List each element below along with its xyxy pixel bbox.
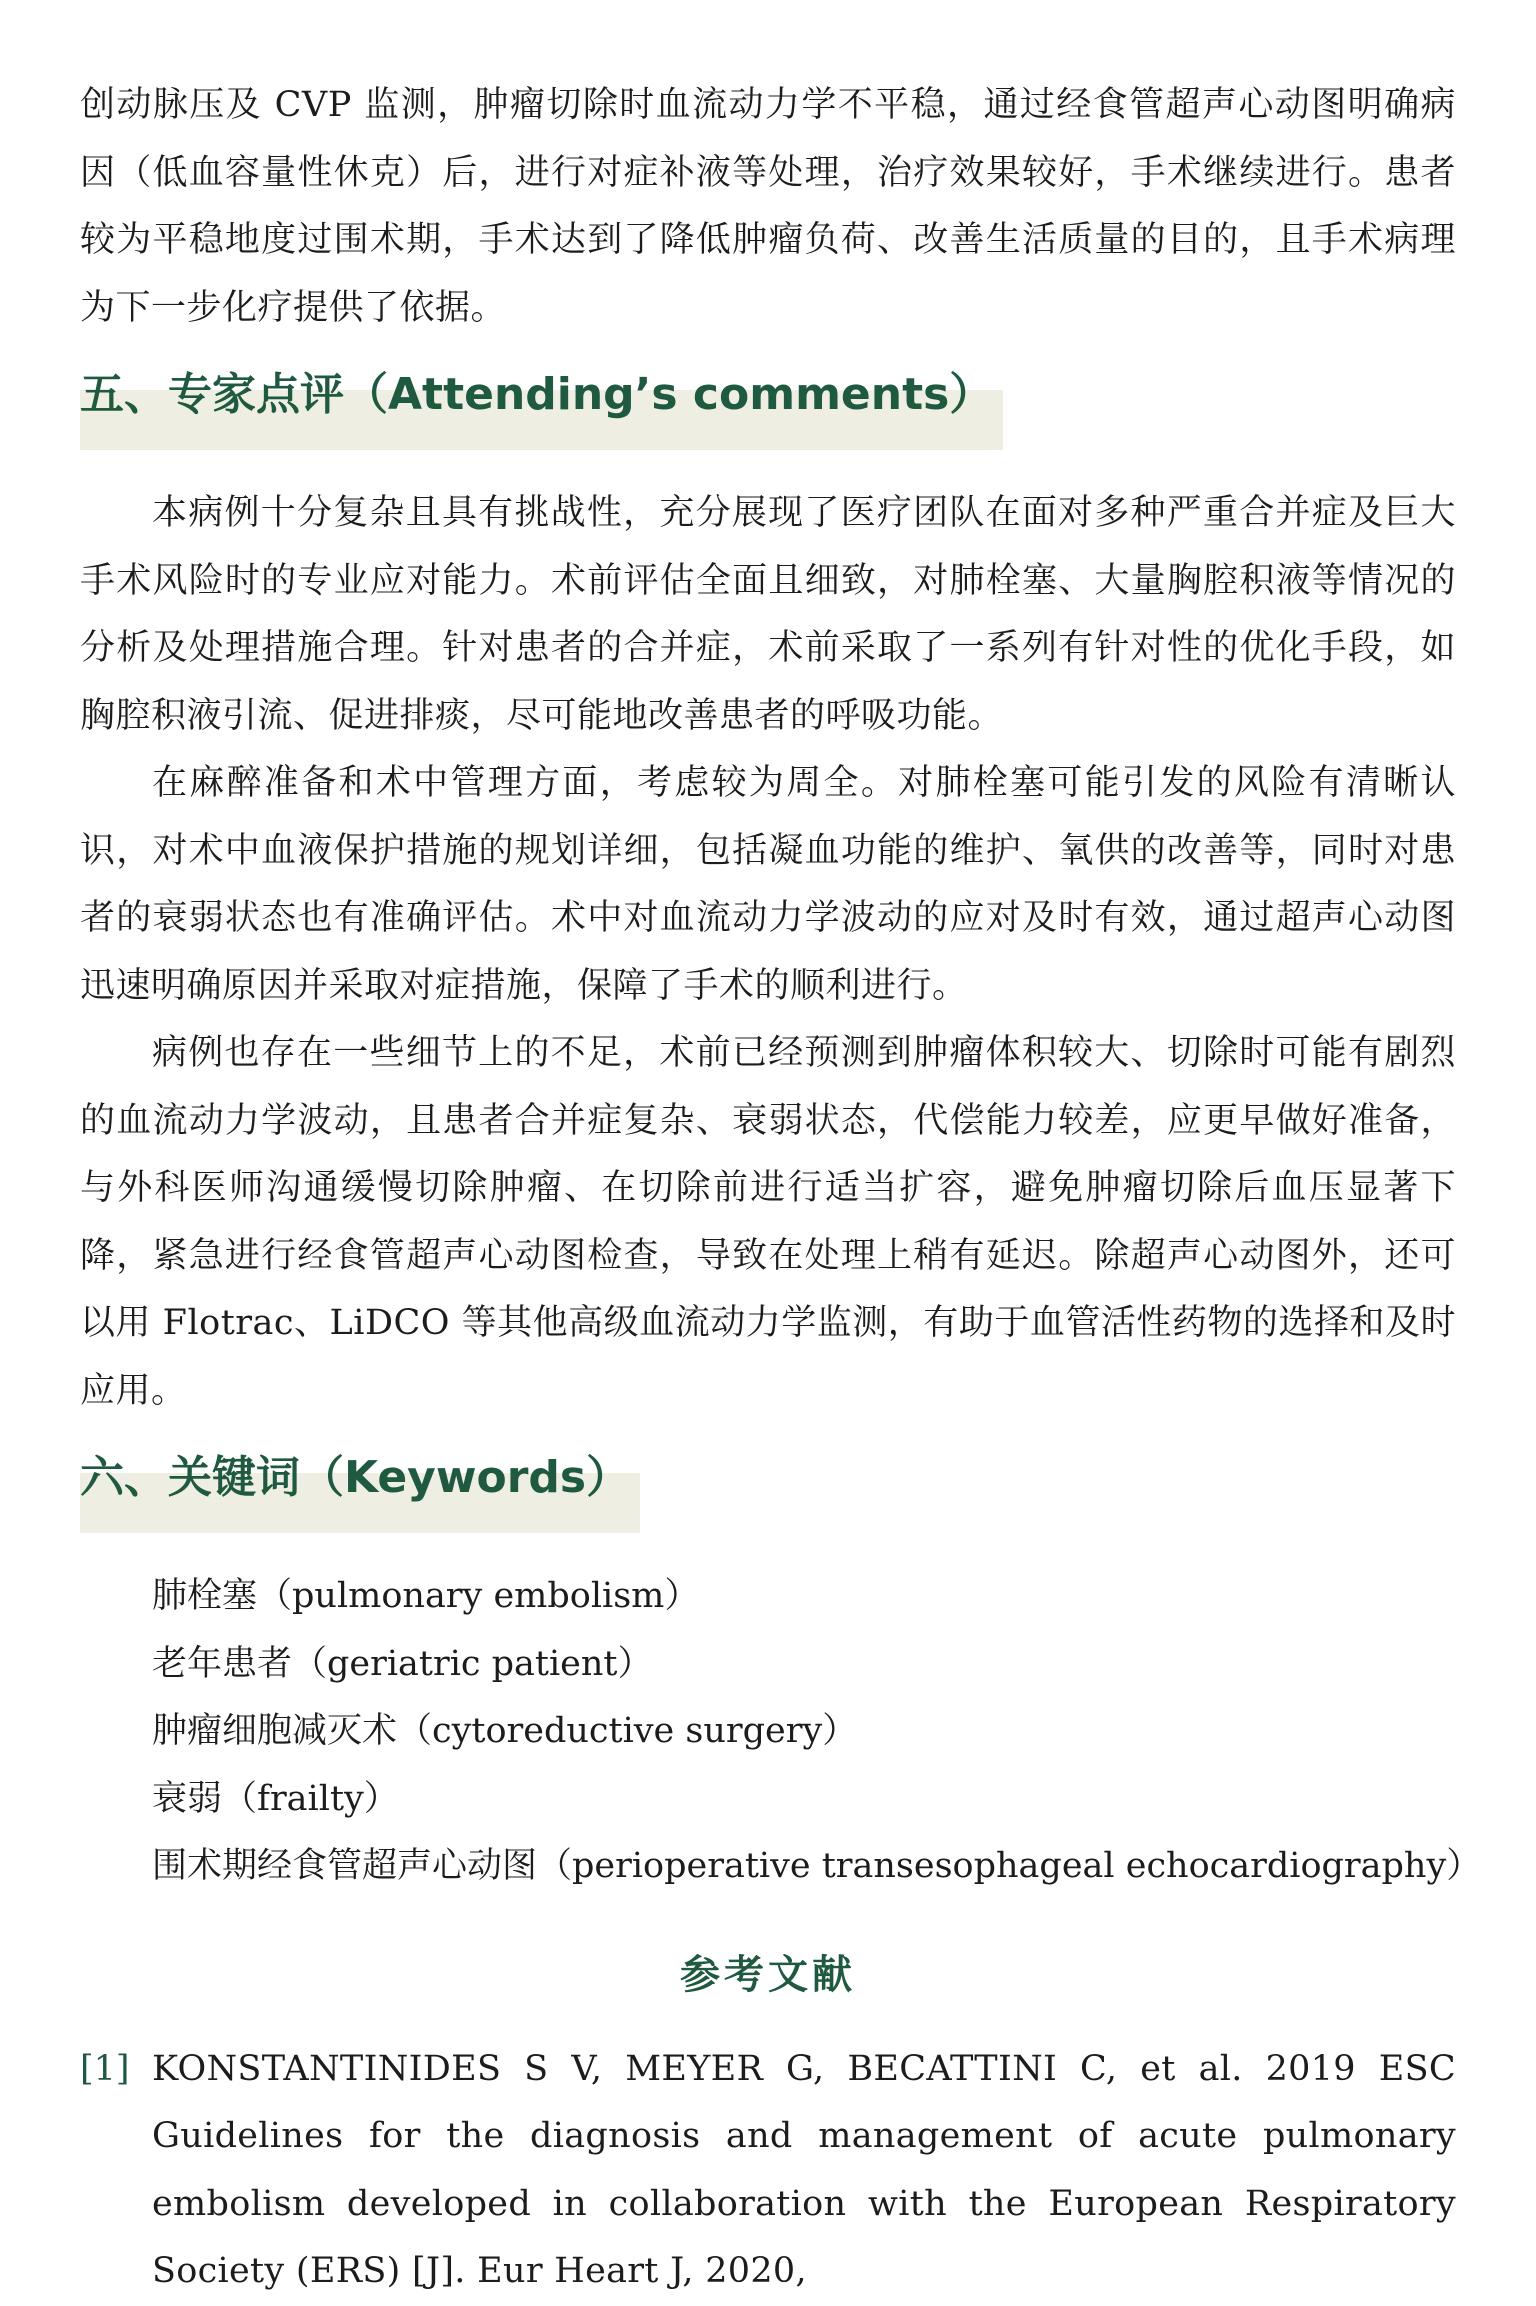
reference-number: [1] (80, 2048, 130, 2089)
section5-heading (80, 369, 1456, 452)
references-title: 参考文献 (680, 1951, 856, 1998)
intro-paragraph: 创动脉压及 CVP 监测，肿瘤切除时血流动力学不平稳，通过经食管超声心动图明确病因（低血容量性休克）后，进行对症补液等处理，治疗效果较好，手术继续进行。患者较为平稳地度过围术期，手术达到了降低肿瘤负荷、改善生活质量的目的，且手术病理为下一步化疗提供了依据。 (80, 85, 1456, 328)
section6-heading-text: 六、关键词（Keywords） (80, 1452, 631, 1503)
reference-item (80, 2036, 1456, 2306)
section5-paragraph-1: 本病例十分复杂且具有挑战性，充分展现了医疗团队在面对多种严重合并症及巨大手术风险时的专业应对能力。术前评估全面且细致，对肺栓塞、大量胸腔积液等情况的分析及处理措施合理。针对患者的合并症，术前采取了一系列有针对性的优化手段，如胸腔积液引流、促进排痰，尽可能地改善患者的呼吸功能。 (80, 493, 1456, 736)
reference-text: KONSTANTINIDES S V, MEYER G, BECATTINI C, et al. 2019 ESC Guidelines for the diagnosis and management of acute pulmonary embolism developed in collaboration with the European Respiratory Society (ERS) [J]. Eur Heart J, 2020, (152, 2048, 1456, 2291)
section5-heading-highlight (80, 369, 1003, 450)
keyword-item: 围术期经食管超声心动图（perioperative transesophageal echocardiography） (152, 1846, 1482, 1886)
keyword-item: 老年患者（geriatric patient） (152, 1643, 653, 1684)
section5-heading-text: 五、专家点评（Attending’s comments） (80, 369, 994, 420)
keyword-item: 衰弱（frailty） (152, 1778, 399, 1819)
keyword-item: 肺栓塞（pulmonary embolism） (152, 1576, 700, 1616)
keyword-list (80, 1563, 1482, 1901)
section5-paragraph-3: 病例也存在一些细节上的不足，术前已经预测到肿瘤体积较大、切除时可能有剧烈的血流动力学波动，且患者合并症复杂、衰弱状态，代偿能力较差，应更早做好准备，与外科医师沟通缓慢切除肿瘤、在切除前进行适当扩容，避免肿瘤切除后血压显著下降，紧急进行经食管超声心动图检查，导致在处理上稍有延迟。除超声心动图外，还可以用 Flotrac、LiDCO 等其他高级血流动力学监测，有助于血管活性药物的选择和及时应用。 (80, 1033, 1456, 1411)
section6-heading (80, 1452, 1456, 1535)
section5-paragraph-2: 在麻醉准备和术中管理方面，考虑较为周全。对肺栓塞可能引发的风险有清晰认识，对术中血液保护措施的规划详细，包括凝血功能的维护、氧供的改善等，同时对患者的衰弱状态也有准确评估。术中对血流动力学波动的应对及时有效，通过超声心动图迅速明确原因并采取对症措施，保障了手术的顺利进行。 (80, 763, 1456, 1006)
keyword-item: 肿瘤细胞减灭术（cytoreductive surgery） (152, 1711, 858, 1751)
document-page (80, 72, 1482, 2306)
section6-heading-highlight (80, 1452, 640, 1533)
